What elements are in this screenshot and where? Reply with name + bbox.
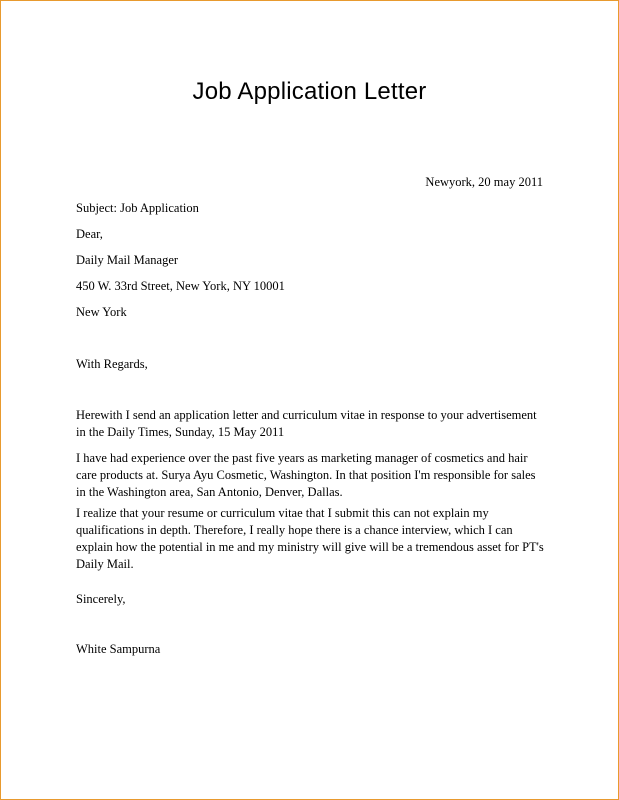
paragraph-qualifications: I realize that your resume or curriculum vitae that I submit this can not explain my qualifications in depth. Therefore, I really hope there is a chance interview, which I can explain how the potential in me and my ministry will give will be a tremendous asset for PT's Daily Mail. (76, 506, 544, 571)
signature-name: White Sampurna (76, 642, 161, 656)
regards-line: With Regards, (76, 357, 148, 371)
recipient-city: New York (76, 305, 127, 319)
recipient-address: 450 W. 33rd Street, New York, NY 10001 (76, 279, 285, 293)
recipient-name: Daily Mail Manager (76, 253, 179, 267)
subject-line: Subject: Job Application (76, 201, 199, 215)
letter-date: Newyork, 20 may 2011 (425, 175, 543, 189)
closing-line: Sincerely, (76, 592, 126, 606)
letter-title: Job Application Letter (192, 78, 427, 105)
paragraph-experience: I have had experience over the past five years as marketing manager of cosmetics and hair care products at. Surya Ayu Cosmetic, Washington. In that position I'm responsible for sales in the Washington area, San Antonio, Denver, Dallas. (76, 451, 536, 499)
paragraph-intro: Herewith I send an application letter and curriculum vitae in response to your advertisement in the Daily Times, Sunday, 15 May 2011 (76, 408, 537, 439)
greeting: Dear, (76, 227, 103, 241)
